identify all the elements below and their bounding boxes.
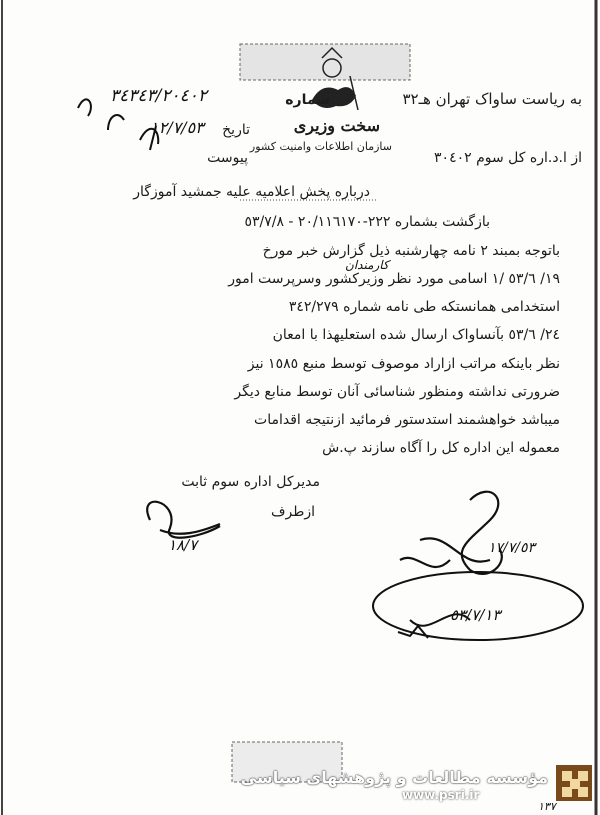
- header-number-value: ٣٤٣٤٣/٢٠٤٠٢: [110, 86, 208, 106]
- header-number-label: شماره: [285, 92, 330, 108]
- header-date-value: ١٢/٧/٥٣: [150, 118, 204, 137]
- subject-label: درباره: [334, 184, 370, 200]
- body-line-3: ١٩/ ٥٣/٦ /١ اسامی مورد نظر وزیرکشور وسرپرست امور: [228, 271, 560, 287]
- header-org-line: به ریاست ساواک تهران هـ٣٢: [402, 90, 582, 108]
- subject-text: پخش اعلامیه علیه جمشید آموزگار: [133, 184, 331, 200]
- watermark-institute: مؤسسه مطالعات و پژوهشهای سیاسی: [240, 768, 548, 787]
- body-line-2: باتوجه بمبند ٢ نامه چهارشنبه ذیل گزارش خبر مورخ: [262, 243, 560, 259]
- watermark-url: www.psri.ir: [402, 788, 480, 802]
- page-number: ١٣٧: [538, 800, 556, 813]
- emblem-subtitle: سازمان اطلاعات وامنیت کشور: [249, 140, 392, 153]
- header-date-label: تاریخ: [222, 122, 250, 138]
- handwritten-right-initial: ١٧/٧/٥٣: [488, 540, 536, 556]
- signature-title: مدیرکل اداره سوم ثابت: [181, 474, 320, 490]
- subject-line: [133, 184, 370, 200]
- body-line-9: معموله این اداره کل را آگاه سازند پ.ش: [322, 440, 560, 456]
- header-attachment-label: پیوست: [207, 150, 248, 166]
- body-line-1: بازگشت بشماره ٢٢٢-٢٠/١١٦١٧٠ - ٥٣/٧/٨: [244, 214, 490, 230]
- body-line-7: ضرورتی نداشته ومنظور شناسائی آنان توسط منابع دیگر: [234, 384, 560, 400]
- right-signature-1: [400, 492, 502, 574]
- interlinear-note: کارمندان: [345, 258, 389, 272]
- body-line-6: نظر باینکه مراتب ازاراد موصوف توسط منبع ١٥٨٥ نیز: [247, 356, 560, 372]
- signature-behalf: ازطرف: [270, 504, 315, 520]
- body-line-5: ٢٤/ ٥٣/٦ بآنساواک ارسال شده استعلیهذا با امعان: [272, 327, 560, 343]
- handwritten-left-date: ١٨/٧: [168, 536, 198, 554]
- handwritten-date-scrawl: [78, 99, 158, 150]
- body-line-8: میباشد خواهشمند استدستور فرمائید ازنتیجه اقدامات: [254, 412, 560, 428]
- from-line: از ا.د.اره کل سوم ٣٠٤٠٢: [434, 150, 582, 166]
- body-line-4: استخدامی همانستکه طی نامه شماره ٣٤٢/٢٧٩: [288, 299, 560, 315]
- handwritten-oval-note: ٥٣/٧/١٣: [450, 606, 501, 624]
- emblem-title: سخت وزیری: [293, 116, 380, 135]
- left-signature: [147, 502, 220, 538]
- psri-logo-icon: [556, 765, 592, 801]
